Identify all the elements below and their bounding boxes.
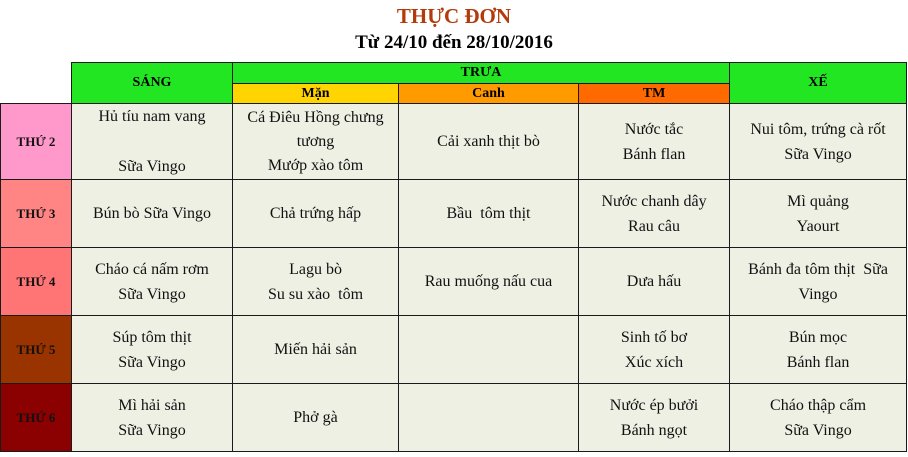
sang-cell (72, 104, 233, 180)
menu-item: Nước chanh dây (601, 192, 707, 210)
col-header-man: Mặn (233, 84, 399, 104)
menu-item: Sữa Vingo (118, 353, 186, 371)
table-row (1, 180, 907, 248)
tm-cell (579, 104, 730, 180)
menu-item: Sữa Vingo (784, 145, 852, 163)
tm-cell (579, 180, 730, 248)
day-label: THỨ 2 (1, 104, 72, 180)
sang-cell (72, 180, 233, 248)
menu-item: Dưa hấu (626, 273, 682, 290)
tm-cell (579, 316, 730, 384)
menu-item: Nước ép bưởi (609, 396, 699, 414)
menu-item: Cá Điêu Hồng chưng tương (247, 108, 384, 150)
day-label: THỨ 5 (1, 316, 72, 384)
menu-item: Súp tôm thịt (112, 328, 192, 346)
menu-item: Mì hải sản (118, 396, 186, 414)
corner-cell (1, 63, 72, 104)
menu-item: Chả trứng hấp (269, 205, 362, 222)
menu-item: Nui tôm, trứng cà rốt (750, 120, 886, 138)
sang-cell (72, 384, 233, 452)
menu-item: Bánh đa tôm thịt Sữa Vingo (748, 260, 892, 303)
man-cell (233, 316, 399, 384)
menu-item: Hủ tíu nam vang (98, 108, 206, 125)
menu-item: Rau câu (628, 217, 680, 235)
menu-item: Sữa Vingo (118, 158, 186, 175)
menu-item: Sữa Vingo (118, 285, 186, 303)
menu-item: Xúc xích (624, 353, 684, 371)
tm-cell (579, 384, 730, 452)
spacer (72, 129, 232, 154)
xe-cell (730, 104, 907, 180)
menu-table (0, 62, 907, 452)
col-header-sang: SÁNG (72, 63, 233, 104)
menu-item: Bánh flan (622, 145, 686, 163)
menu-item: Rau muống nấu cua (424, 273, 553, 290)
menu-item: Cháo thập cẩm (770, 396, 867, 414)
col-header-xe: XẾ (730, 63, 907, 104)
tm-cell (579, 248, 730, 316)
menu-item: Sữa Vingo (118, 421, 186, 439)
canh-cell (399, 104, 579, 180)
menu-item: Miến hải sản (274, 341, 357, 358)
day-label: THỨ 3 (1, 180, 72, 248)
xe-cell (730, 248, 907, 316)
menu-item: Phở gà (293, 409, 338, 426)
day-label: THỨ 4 (1, 248, 72, 316)
menu-item: Mì quảng (787, 192, 849, 210)
xe-cell (730, 180, 907, 248)
xe-cell (730, 384, 907, 452)
menu-header (0, 0, 908, 62)
menu-item: Bánh ngọt (620, 421, 688, 439)
col-header-canh: Canh (399, 84, 579, 104)
table-row (1, 104, 907, 180)
man-cell (233, 180, 399, 248)
menu-item: Yaourt (796, 217, 840, 235)
col-header-tm: TM (579, 84, 730, 104)
date-range: Từ 24/10 đến 28/10/2016 (355, 32, 553, 53)
table-row (1, 248, 907, 316)
table-row (1, 316, 907, 384)
menu-item: Sữa Vingo (784, 421, 852, 439)
menu-item: Bún bò Sữa Vingo (92, 205, 212, 222)
canh-cell (399, 316, 579, 384)
page-title: THỰC ĐƠN (396, 4, 512, 28)
menu-item: Cải xanh thịt bò (437, 133, 540, 150)
menu-item: Mướp xào tôm (267, 156, 364, 174)
canh-cell (399, 248, 579, 316)
menu-item: Lagu bò (289, 260, 342, 278)
menu-item: Nước tắc (624, 120, 684, 138)
menu-item: Sinh tố bơ (620, 328, 688, 346)
col-header-trua: TRƯA (233, 63, 730, 84)
menu-item: Bánh flan (786, 353, 850, 371)
canh-cell (399, 384, 579, 452)
xe-cell (730, 316, 907, 384)
sang-cell (72, 248, 233, 316)
menu-item: Su su xào tôm (267, 285, 364, 303)
sang-cell (72, 316, 233, 384)
man-cell (233, 384, 399, 452)
menu-item: Cháo cá nấm rơm (95, 260, 209, 278)
canh-cell (399, 180, 579, 248)
table-row (1, 384, 907, 452)
day-label: THỨ 6 (1, 384, 72, 452)
menu-item: Bầu tôm thịt (446, 205, 531, 222)
man-cell (233, 248, 399, 316)
man-cell (233, 104, 399, 180)
menu-item: Bún mọc (788, 328, 848, 346)
